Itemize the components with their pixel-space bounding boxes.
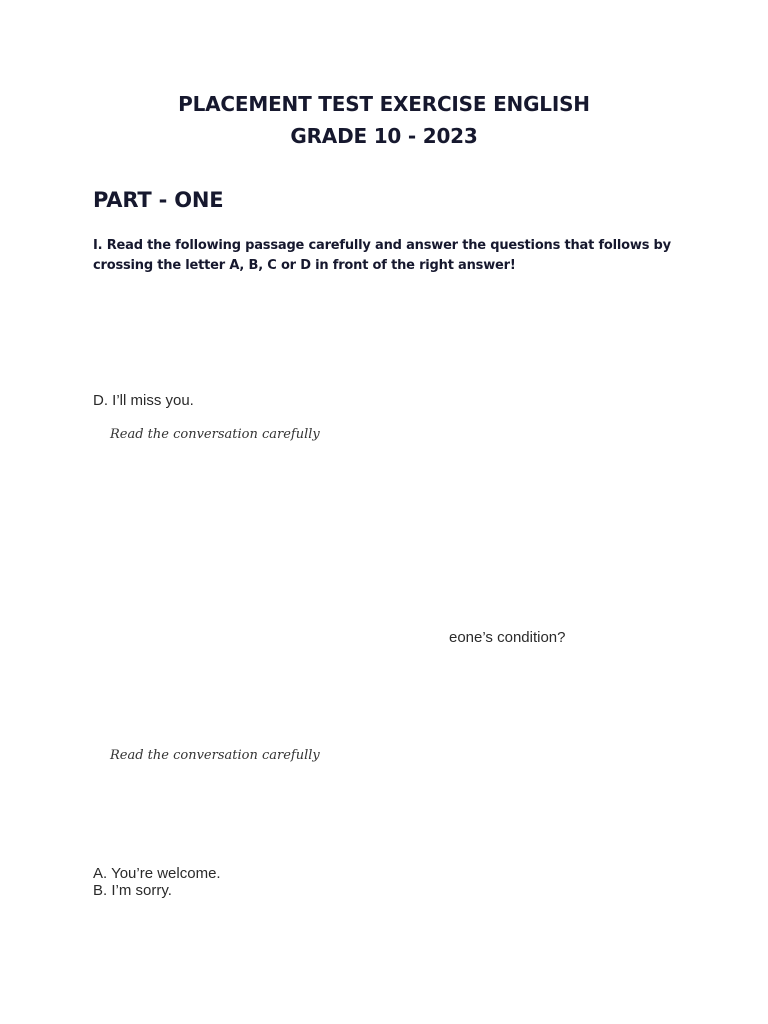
part-heading: PART - ONE — [93, 188, 224, 212]
answer-option-b: B. I’m sorry. — [93, 882, 172, 899]
conversation-note-1: Read the conversation carefully — [110, 427, 320, 442]
document-title-line-2: GRADE 10 - 2023 — [290, 124, 478, 148]
instruction-text: I. Read the following passage carefully and answer the questions that follows by crossing the letter A, B, C or D in front of the right answer! — [93, 238, 671, 273]
question-fragment: eone’s condition? — [449, 629, 566, 646]
conversation-note-2: Read the conversation carefully — [110, 748, 320, 763]
document-title-line-1: PLACEMENT TEST EXERCISE ENGLISH — [178, 92, 590, 116]
answer-option-d: D. I’ll miss you. — [93, 392, 194, 409]
answer-option-a: A. You’re welcome. — [93, 865, 221, 882]
